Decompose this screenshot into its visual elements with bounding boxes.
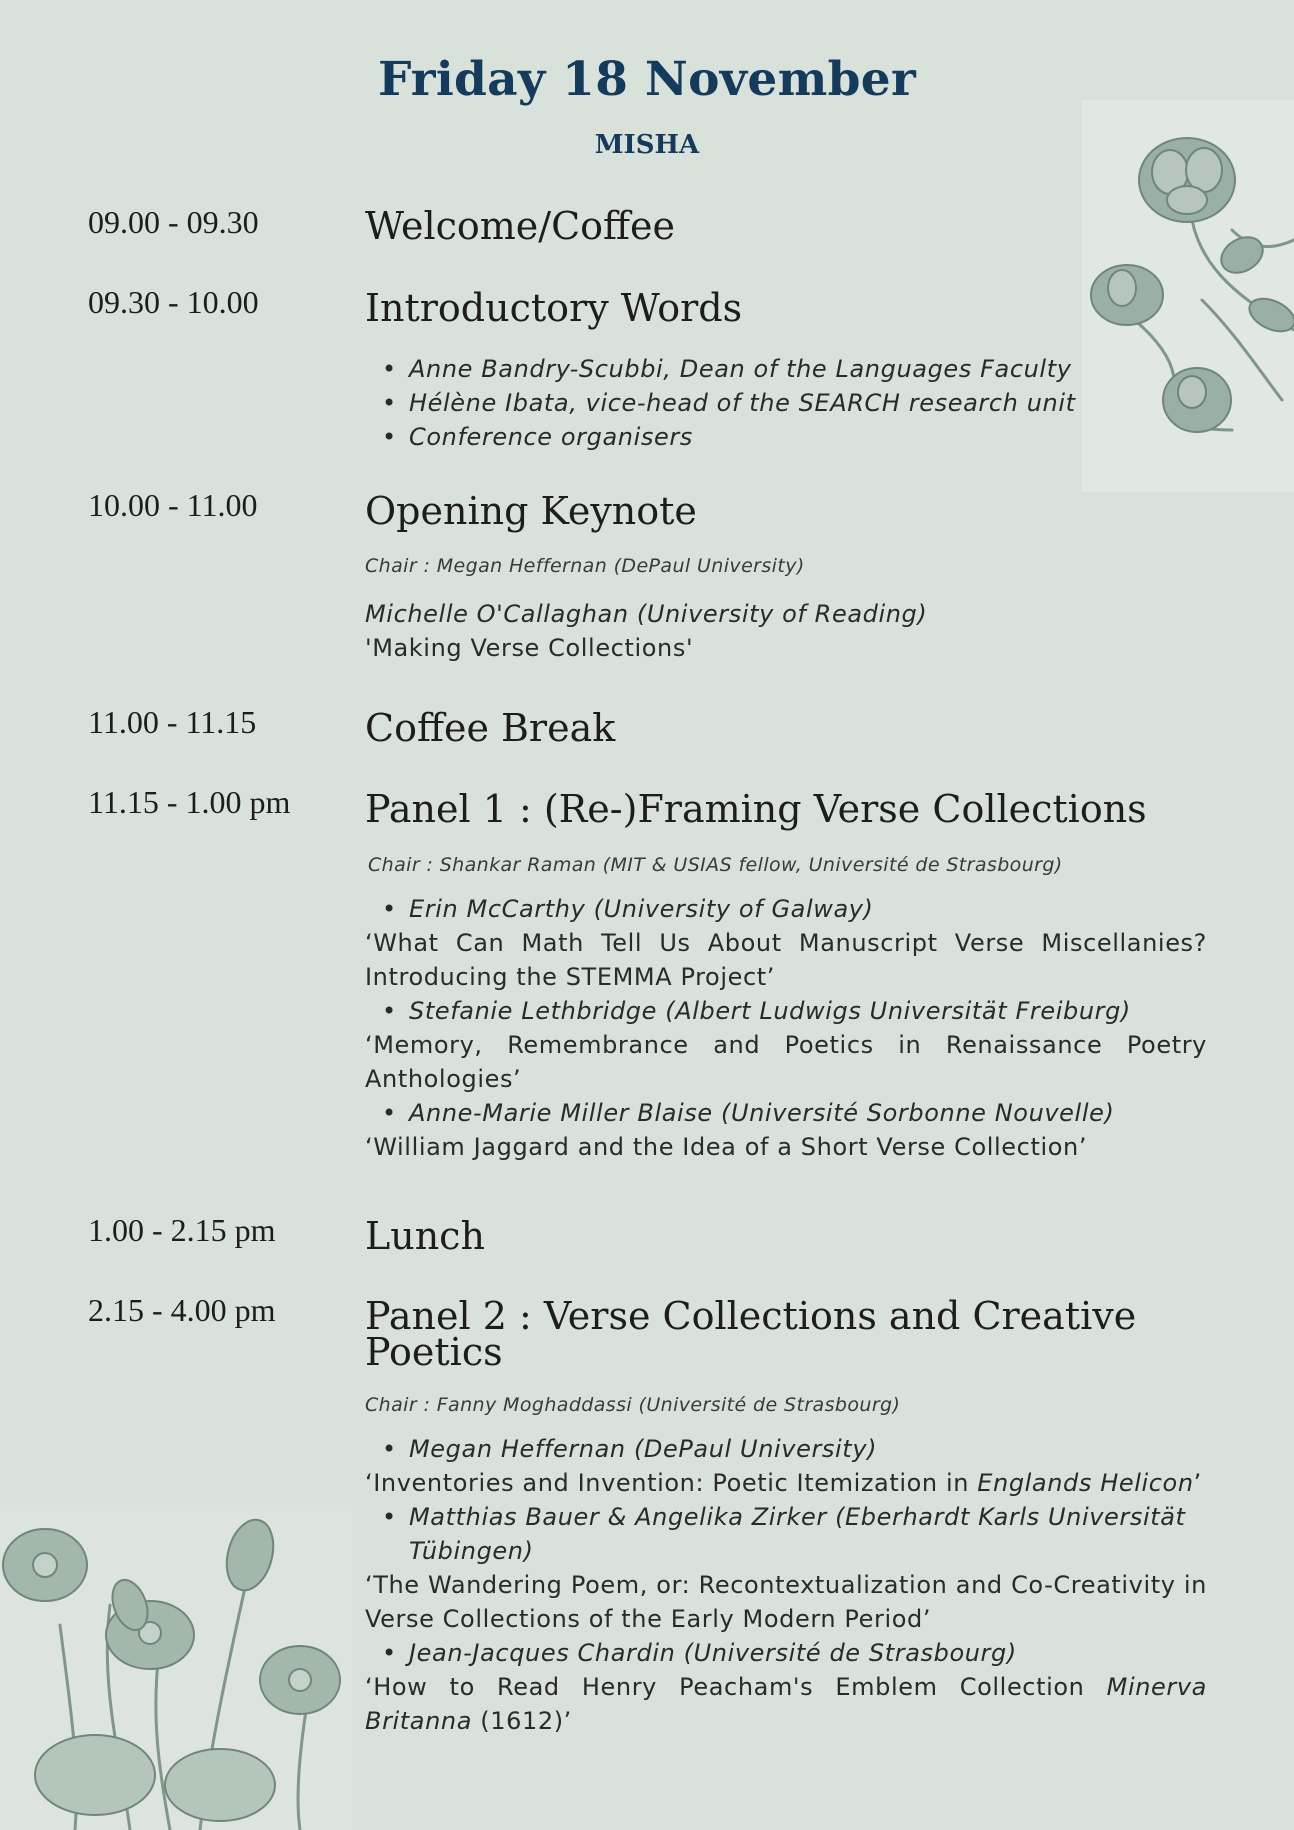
talk-title xyxy=(365,1670,1207,1738)
talk-title: ‘William Jaggard and the Idea of a Short Verse Collection’ xyxy=(365,1133,1088,1161)
talk-list xyxy=(365,1500,1207,1568)
talk-list xyxy=(365,1432,1207,1466)
session-title: Panel 1 : (Re-)Framing Verse Collections xyxy=(365,787,1147,831)
flower-illustration-bottom-icon xyxy=(0,1505,352,1830)
speaker-name: • Megan Heffernan (DePaul University) xyxy=(365,1432,1207,1466)
work-title: Minerva Britanna xyxy=(365,1673,1207,1735)
speaker-name: • Matthias Bauer & Angelika Zirker (Eberhardt Karls Universität Tübingen) xyxy=(365,1500,1207,1568)
page-title: Friday 18 November xyxy=(377,52,917,107)
talk-title: 'Making Verse Collections' xyxy=(365,634,694,662)
session-title: Introductory Words xyxy=(365,286,743,330)
session-title: Welcome/Coffee xyxy=(365,204,676,248)
session-title: Panel 2 : Verse Collections and Creative Poetics xyxy=(365,1294,1137,1374)
speaker-name: • Jean-Jacques Chardin (Université de Strasbourg) xyxy=(365,1636,1207,1670)
chair-label: Chair : Fanny Moghaddassi (Université de Strasbourg) xyxy=(365,1394,901,1416)
speaker-name: • Anne-Marie Miller Blaise (Université Sorbonne Nouvelle) xyxy=(365,1096,1207,1130)
talk-list xyxy=(365,892,1207,926)
talk-title: ‘What Can Math Tell Us About Manuscript Verse Miscellanies? Introducing the STEMMA Project’ xyxy=(365,929,1207,991)
session-opening-keynote xyxy=(365,489,1205,665)
talk-title: ‘Memory, Remembrance and Poetics in Renaissance Poetry Anthologies’ xyxy=(365,1031,1207,1093)
speaker-name: • Erin McCarthy (University of Galway) xyxy=(365,892,1207,926)
session-coffee-break xyxy=(365,706,1205,750)
talk-list xyxy=(365,1636,1207,1670)
speaker-name: Michelle O'Callaghan (University of Reading) xyxy=(365,600,928,628)
talk-title-text: (1612)’ xyxy=(472,1707,572,1735)
speaker-list xyxy=(365,352,1205,454)
work-title: Englands Helicon xyxy=(977,1469,1194,1497)
talk-title xyxy=(365,1466,1207,1500)
venue-label: MISHA xyxy=(594,130,700,160)
session-title: Coffee Break xyxy=(365,706,616,750)
talk-title: ‘The Wandering Poem, or: Recontextualization and Co-Creativity in Verse Collections of the Early Modern Period’ xyxy=(365,1571,1207,1633)
session-panel-1 xyxy=(365,787,1207,1164)
time-slot: 2.15 - 4.00 pm xyxy=(88,1292,276,1328)
speaker-name: • Stefanie Lethbridge (Albert Ludwigs Universität Freiburg) xyxy=(365,994,1207,1028)
session-welcome xyxy=(365,204,1205,248)
talk-title-text: ‘How to Read Henry Peacham's Emblem Collection xyxy=(365,1673,1107,1701)
talk-title-text: ’ xyxy=(1193,1469,1202,1497)
talk-list xyxy=(365,994,1207,1028)
time-slot: 1.00 - 2.15 pm xyxy=(88,1212,276,1248)
time-slot: 09.00 - 09.30 xyxy=(88,204,259,240)
session-panel-2 xyxy=(365,1294,1207,1738)
session-lunch xyxy=(365,1214,1205,1258)
chair-label: Chair : Shankar Raman (MIT & USIAS fellow, Université de Strasbourg) xyxy=(368,854,1063,876)
list-item: • Conference organisers xyxy=(365,420,1205,454)
talk-title-text: ‘Inventories and Invention: Poetic Itemization in xyxy=(365,1469,978,1497)
time-slot: 09.30 - 10.00 xyxy=(88,284,259,320)
session-title: Opening Keynote xyxy=(365,489,697,533)
list-item: • Hélène Ibata, vice-head of the SEARCH research unit xyxy=(365,386,1205,420)
chair-label: Chair : Megan Heffernan (DePaul University) xyxy=(365,555,805,577)
session-title: Lunch xyxy=(365,1214,485,1258)
talk-list xyxy=(365,1096,1207,1130)
time-slot: 11.00 - 11.15 xyxy=(88,704,257,740)
session-introductory-words xyxy=(365,286,1205,454)
time-slot: 10.00 - 11.00 xyxy=(88,487,258,523)
list-item: • Anne Bandry-Scubbi, Dean of the Languages Faculty xyxy=(365,352,1205,386)
time-slot: 11.15 - 1.00 pm xyxy=(88,784,291,820)
